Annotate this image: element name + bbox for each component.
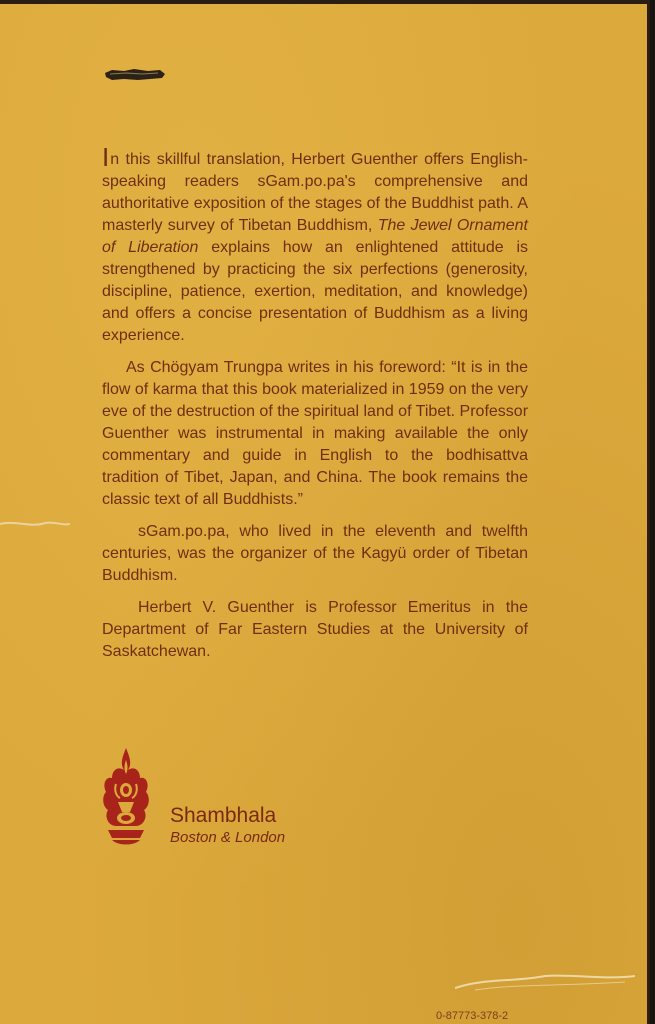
cover-crease-mark [455,972,635,992]
flaming-deity-logo-icon [100,746,152,848]
publisher-location: Boston & London [170,829,286,846]
intro-text-end: explains how an enlightened attitude is strengthened by practicing the six perfections (generosity, discipline, patience, exertion, meditation, and knowledge) and offers a concise presentation of Buddhism as a living experience. [102,239,528,344]
paragraph-foreword-quote: As Chögyam Trungpa writes in his foreword: “It is in the flow of karma that this book materialized in 1959 on the very eve of the destruction of the spiritual land of Tibet. Professor Guenther was instrumental in making available the only commentary and guide in English to the bodhisattva tradition of Tibet, Japan, and China. The book remains the classic text of all Buddhists.” [102,359,529,508]
publisher-name: Shambhala [170,804,277,827]
intro-text: n this skillful translation, Herbert Guenther offers English-speaking readers sGam.po.pa's comprehensive and authoritative exposition of the stages of the Buddhist path. A masterly survey of Tibetan Buddhism, [102,151,528,234]
paragraph-translator-bio: Herbert V. Guenther is Professor Emeritus in the Department of Far Eastern Studies at the University of Saskatchewan. [102,599,528,660]
cover-wear-mark [0,514,70,534]
publisher-block [170,804,285,848]
blurb [102,142,529,663]
paragraph-intro [102,142,528,347]
isbn: 0-87773-378-2 [436,1010,509,1022]
book-title: The Jewel Ornament of Liberation [102,217,528,256]
paragraph-author-bio: sGam.po.pa, who lived in the eleventh and twelfth centuries, was the organizer of the Kagyü order of Tibetan Buddhism. [102,523,528,584]
torn-sticker-remnant [104,68,166,81]
drop-cap: I [102,142,110,172]
